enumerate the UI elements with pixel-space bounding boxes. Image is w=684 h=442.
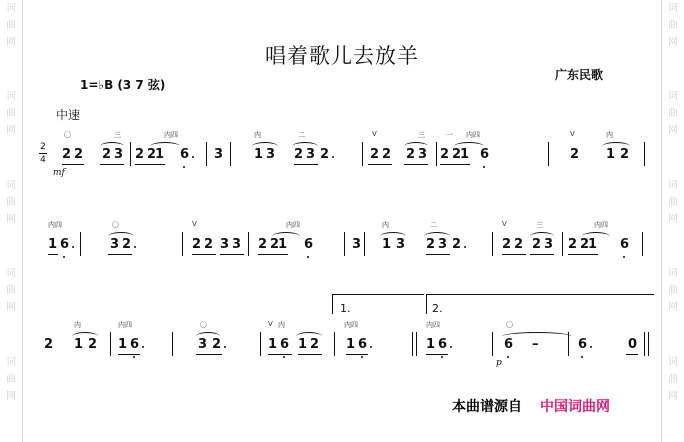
bar-line [334,332,335,356]
note: 2 [258,237,268,252]
watermark-char: 网 [6,213,16,225]
note: 6 [438,337,448,352]
note: 3 [544,237,554,252]
beam-underline [530,254,554,255]
augmentation-dot [464,246,466,248]
volta-tick-second [426,294,427,314]
beam-underline [196,354,222,355]
fingering-mark: V [192,220,197,228]
note: 2 [568,237,578,252]
beam-underline [108,254,132,255]
augmentation-dot [370,346,372,348]
watermark-char: 词 [6,268,16,280]
score-sheet [22,0,662,442]
slur [108,232,134,241]
watermark-char: 曲 [6,108,16,120]
note: 2 [212,337,222,352]
staff-row-2 [22,218,662,268]
staff-row-3 [22,302,662,368]
note: 1 [426,337,436,352]
note: 1 [118,337,128,352]
fingering-mark: 内四 [344,321,358,329]
octave-dot-below [441,356,443,358]
watermark-char: 词 [668,268,678,280]
octave-dot-below [183,166,185,168]
bar-line [644,332,645,356]
footer-credit [452,396,610,416]
fingering-mark: 内 [74,321,81,329]
note: 6 [280,337,290,352]
slur [530,232,554,241]
volta-label-first: 1. [340,302,351,315]
note: 2 [270,237,280,252]
octave-dot-below [133,356,135,358]
bar-line [344,232,345,256]
fingering-mark: 内四 [286,221,300,229]
note: 2 [452,147,462,162]
note: 1 [382,237,392,252]
watermark-char: 网 [6,37,16,48]
note: 2 [502,237,512,252]
slur [272,232,300,241]
watermark-char: 曲 [668,373,678,385]
volta-label-second: 2. [432,302,443,315]
bar-line [172,332,173,356]
meter-bottom: 4 [40,155,46,165]
note: 2 [147,147,157,162]
fingering-mark: V [502,220,507,228]
right-watermark-strip [661,0,684,442]
note: 6 [620,237,630,252]
fingering-mark: 三 [114,131,121,139]
watermark-char: 词 [6,3,16,14]
note: 2 [310,337,320,352]
fingering-mark: 三 [536,221,543,229]
fingering-mark: 内四 [48,221,62,229]
beam-underline [502,254,526,255]
beam-underline [62,164,84,165]
fingering-mark: 内四 [594,221,608,229]
watermark-char: 网 [668,302,678,314]
note: 2 [370,147,380,162]
watermark-char: 网 [6,390,16,402]
bar-line [182,232,183,256]
beam-underline [118,354,140,355]
slur [380,232,406,241]
beam-underline [258,254,288,255]
bar-line [248,232,249,256]
note: 6 [180,147,190,162]
bar-line [230,142,231,166]
note: 3 [220,237,230,252]
note: 2 [620,147,630,162]
note: 3 [352,237,362,252]
watermark-char: 网 [668,390,678,402]
watermark-char: 曲 [668,20,678,31]
note: 2 [294,147,304,162]
tempo-marking: 中速 [56,108,81,122]
watermark-char: 网 [6,125,16,137]
augmentation-dot [192,156,194,158]
fingering-mark: 〇 [112,221,119,229]
fingering-mark: V [372,130,377,138]
watermark-char: 网 [6,302,16,314]
note: 2 [426,237,436,252]
note: 6 [358,337,368,352]
fingering-mark: 〇 [64,131,71,139]
note: 2 [580,237,590,252]
bar-line [206,142,207,166]
augmentation-dot [224,346,226,348]
fingering-mark: 内四 [118,321,132,329]
note: 3 [214,147,224,162]
note: 2 [532,237,542,252]
fingering-mark: 〇 [506,321,513,329]
dynamic-mf: mf [53,168,65,178]
slur [424,232,450,241]
footer-site-name[interactable]: 中国词曲网 [540,399,610,415]
time-signature [39,142,47,165]
bar-line [642,232,643,256]
note: 1 [48,237,58,252]
note: 3 [306,147,316,162]
bar-line [648,332,649,356]
beam-underline [426,354,448,355]
watermark-char: 网 [668,213,678,225]
note: 2 [320,147,330,162]
note: 2 [406,147,416,162]
fingering-mark: 内四 [466,131,480,139]
fingering-mark: 内四 [164,131,178,139]
bar-line [362,142,363,166]
fingering-mark: 内四 [426,321,440,329]
slur [502,332,572,341]
octave-dot-below [307,256,309,258]
bar-line [364,232,365,256]
beam-underline [426,254,450,255]
watermark-char: 曲 [6,196,16,208]
note: 2 [44,337,54,352]
note: 3 [198,337,208,352]
note: 2 [102,147,112,162]
note: 2 [452,237,462,252]
meter-divider [39,153,47,154]
bar-line [492,332,493,356]
bar-line [644,142,645,166]
fingering-mark: 一 [446,131,453,139]
left-watermark-strip [0,0,23,442]
beam-underline [48,254,58,255]
note: 6 [60,237,70,252]
octave-dot-below [361,356,363,358]
note: 2 [570,147,580,162]
note: 1 [588,237,598,252]
bar-line [416,332,417,356]
note: 1 [460,147,470,162]
watermark-char: 曲 [6,373,16,385]
watermark-char: 曲 [6,20,16,31]
watermark-char: 网 [668,125,678,137]
note: 2 [74,147,84,162]
beam-underline [346,354,368,355]
note: 6 [130,337,140,352]
fingering-mark: 内 [254,131,261,139]
note: 2 [122,237,132,252]
watermark-char: 曲 [668,108,678,120]
note: 3 [396,237,406,252]
watermark-char: 网 [668,37,678,48]
beam-underline [100,164,124,165]
slur [292,142,318,151]
octave-dot-below [483,166,485,168]
score-title: 唱着歌儿去放羊 [265,44,419,68]
note: 1 [346,337,356,352]
fingering-mark: 内 [278,321,285,329]
watermark-char: 词 [6,356,16,368]
volta-tick-first [332,294,333,314]
slur [602,142,630,151]
bar-line [260,332,261,356]
bar-line [80,232,81,256]
beam-underline [440,164,470,165]
fingering-mark: V [268,320,273,328]
note: 3 [438,237,448,252]
volta-line-first [332,294,424,295]
slur [454,142,484,151]
watermark-char: 曲 [668,285,678,297]
bar-line [562,232,563,256]
slur [150,142,180,151]
note: 2 [88,337,98,352]
bar-line [492,232,493,256]
note: 3 [266,147,276,162]
note: 0 [628,337,638,352]
note: 3 [114,147,124,162]
dynamic-p: p [496,358,502,368]
note: 1 [606,147,616,162]
beam-underline [268,354,292,355]
watermark-char: 词 [668,356,678,368]
watermark-char: 词 [6,91,16,103]
note: 1 [254,147,264,162]
key-signature: 1=♭B (3 7 弦) [80,78,166,92]
octave-dot-below [283,356,285,358]
bar-line [548,142,549,166]
note: 2 [440,147,450,162]
slur [252,142,278,151]
slur [296,332,322,341]
augmentation-dot [134,246,136,248]
bar-line [436,142,437,166]
note: 3 [110,237,120,252]
note: 1 [155,147,165,162]
slur [582,232,610,241]
note: 2 [382,147,392,162]
beam-underline [298,354,322,355]
note: 3 [232,237,242,252]
watermark-char: 词 [6,179,16,191]
slur [100,142,124,151]
octave-dot-below [507,356,509,358]
augmentation-dot [332,156,334,158]
note: 3 [418,147,428,162]
beam-underline [294,164,318,165]
fingering-mark: 二 [430,221,437,229]
augmentation-dot [142,346,144,348]
composer-label: 广东民歌 [555,68,604,82]
bar-line [412,332,413,356]
fingering-mark: 内 [606,131,613,139]
fingering-mark: 〇 [200,321,207,329]
note: 6 [480,147,490,162]
footer-source-label: 本曲谱源自 [452,399,522,415]
beam-underline [192,254,216,255]
note: 2 [514,237,524,252]
fingering-mark: V [570,130,575,138]
bar-line [568,332,569,356]
staff-row-1 [22,128,662,178]
slur [196,332,220,341]
watermark-char: 词 [668,179,678,191]
octave-dot-below [623,256,625,258]
note: 1 [74,337,84,352]
beam-underline [404,164,428,165]
watermark-char: 曲 [6,285,16,297]
augmentation-dot [590,346,592,348]
note: 2 [62,147,72,162]
note: 6 [578,337,588,352]
watermark-char: 词 [668,91,678,103]
note: 2 [192,237,202,252]
beam-underline [368,164,392,165]
slur [404,142,428,151]
fingering-mark: 三 [418,131,425,139]
augmentation-dot [450,346,452,348]
note: 2 [135,147,145,162]
octave-dot-below [63,256,65,258]
beam-underline [135,164,165,165]
meter-top: 2 [40,142,46,152]
note: 6 [304,237,314,252]
note: – [532,337,539,352]
note: 6 [504,337,514,352]
note: 1 [278,237,288,252]
octave-dot-below [581,356,583,358]
beam-underline [568,254,598,255]
beam-underline [626,354,638,355]
watermark-char: 曲 [668,196,678,208]
watermark-char: 词 [668,3,678,14]
bar-line [130,142,131,166]
fingering-mark: 内 [382,221,389,229]
bar-line [110,332,111,356]
note: 1 [298,337,308,352]
volta-line-second [426,294,654,295]
note: 2 [204,237,214,252]
beam-underline [220,254,244,255]
slur [72,332,98,341]
note: 1 [268,337,278,352]
fingering-mark: 二 [298,131,305,139]
augmentation-dot [72,246,74,248]
